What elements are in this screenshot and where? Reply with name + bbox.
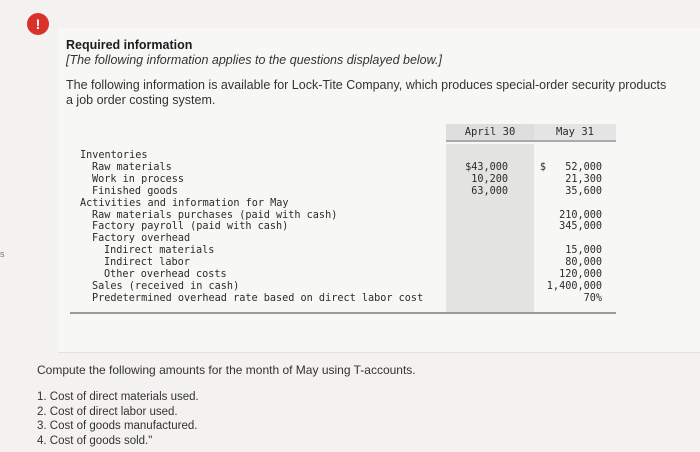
april-value: 63,000 bbox=[471, 185, 508, 197]
intro-text bbox=[66, 78, 700, 108]
table-row-label: Indirect labor bbox=[104, 257, 190, 269]
table-row-label: Inventories bbox=[80, 150, 148, 161]
question-item: 3. Cost of goods manufactured. bbox=[37, 420, 198, 432]
table-row-label: Raw materials bbox=[92, 161, 172, 173]
alert-icon: ! bbox=[27, 13, 49, 35]
may-value: 70% bbox=[583, 292, 602, 304]
table-bottom-rule bbox=[70, 312, 616, 314]
april-value: 10,200 bbox=[471, 173, 508, 185]
table-row-label: Activities and information for May bbox=[80, 197, 289, 209]
question-item: 1. Cost of direct materials used. bbox=[37, 391, 199, 403]
may-value: 1,400,000 bbox=[546, 280, 602, 292]
compute-prompt: Compute the following amounts for the month of May using T-accounts. bbox=[37, 363, 416, 377]
may-value: 52,000 bbox=[565, 161, 602, 173]
section-subtitle: [The following information applies to the questions displayed below.] bbox=[66, 53, 442, 67]
may-value: 15,000 bbox=[565, 245, 602, 257]
question-list bbox=[37, 390, 199, 448]
april-value: $43,000 bbox=[465, 161, 508, 173]
header-divider bbox=[446, 140, 616, 142]
intro-line-1: The following information is available for Lock-Tite Company, which produces special-order security products bbox=[66, 78, 667, 92]
table-row-label: Finished goods bbox=[92, 185, 178, 197]
table-row-label: Sales (received in cash) bbox=[92, 280, 240, 292]
section-title: Required information bbox=[66, 38, 193, 52]
table-row-label: Factory overhead bbox=[92, 233, 191, 245]
table-row-label: Other overhead costs bbox=[104, 269, 227, 280]
table-row-label: Predetermined overhead rate based on direct labor cost bbox=[92, 292, 424, 304]
intro-line-2: a job order costing system. bbox=[66, 93, 216, 107]
table-row-label: Indirect materials bbox=[104, 245, 215, 257]
table-row-label: Factory payroll (paid with cash) bbox=[92, 221, 289, 233]
column-header-april: April 30 bbox=[446, 124, 534, 140]
may-value: 35,600 bbox=[565, 185, 602, 197]
column-header-may: May 31 bbox=[534, 124, 616, 140]
may-value: 21,300 bbox=[565, 173, 602, 185]
question-item: 4. Cost of goods sold." bbox=[37, 434, 153, 447]
may-value: 120,000 bbox=[559, 269, 602, 280]
may-value: 345,000 bbox=[559, 221, 602, 233]
table-row-label: Raw materials purchases (paid with cash) bbox=[92, 209, 338, 221]
left-edge-mark: s bbox=[0, 249, 5, 259]
dollar-sign: $ bbox=[539, 161, 546, 173]
may-value: 80,000 bbox=[565, 257, 602, 269]
question-item: 2. Cost of direct labor used. bbox=[37, 405, 178, 418]
may-value: 210,000 bbox=[559, 209, 602, 221]
table-row-label: Work in process bbox=[92, 173, 185, 185]
